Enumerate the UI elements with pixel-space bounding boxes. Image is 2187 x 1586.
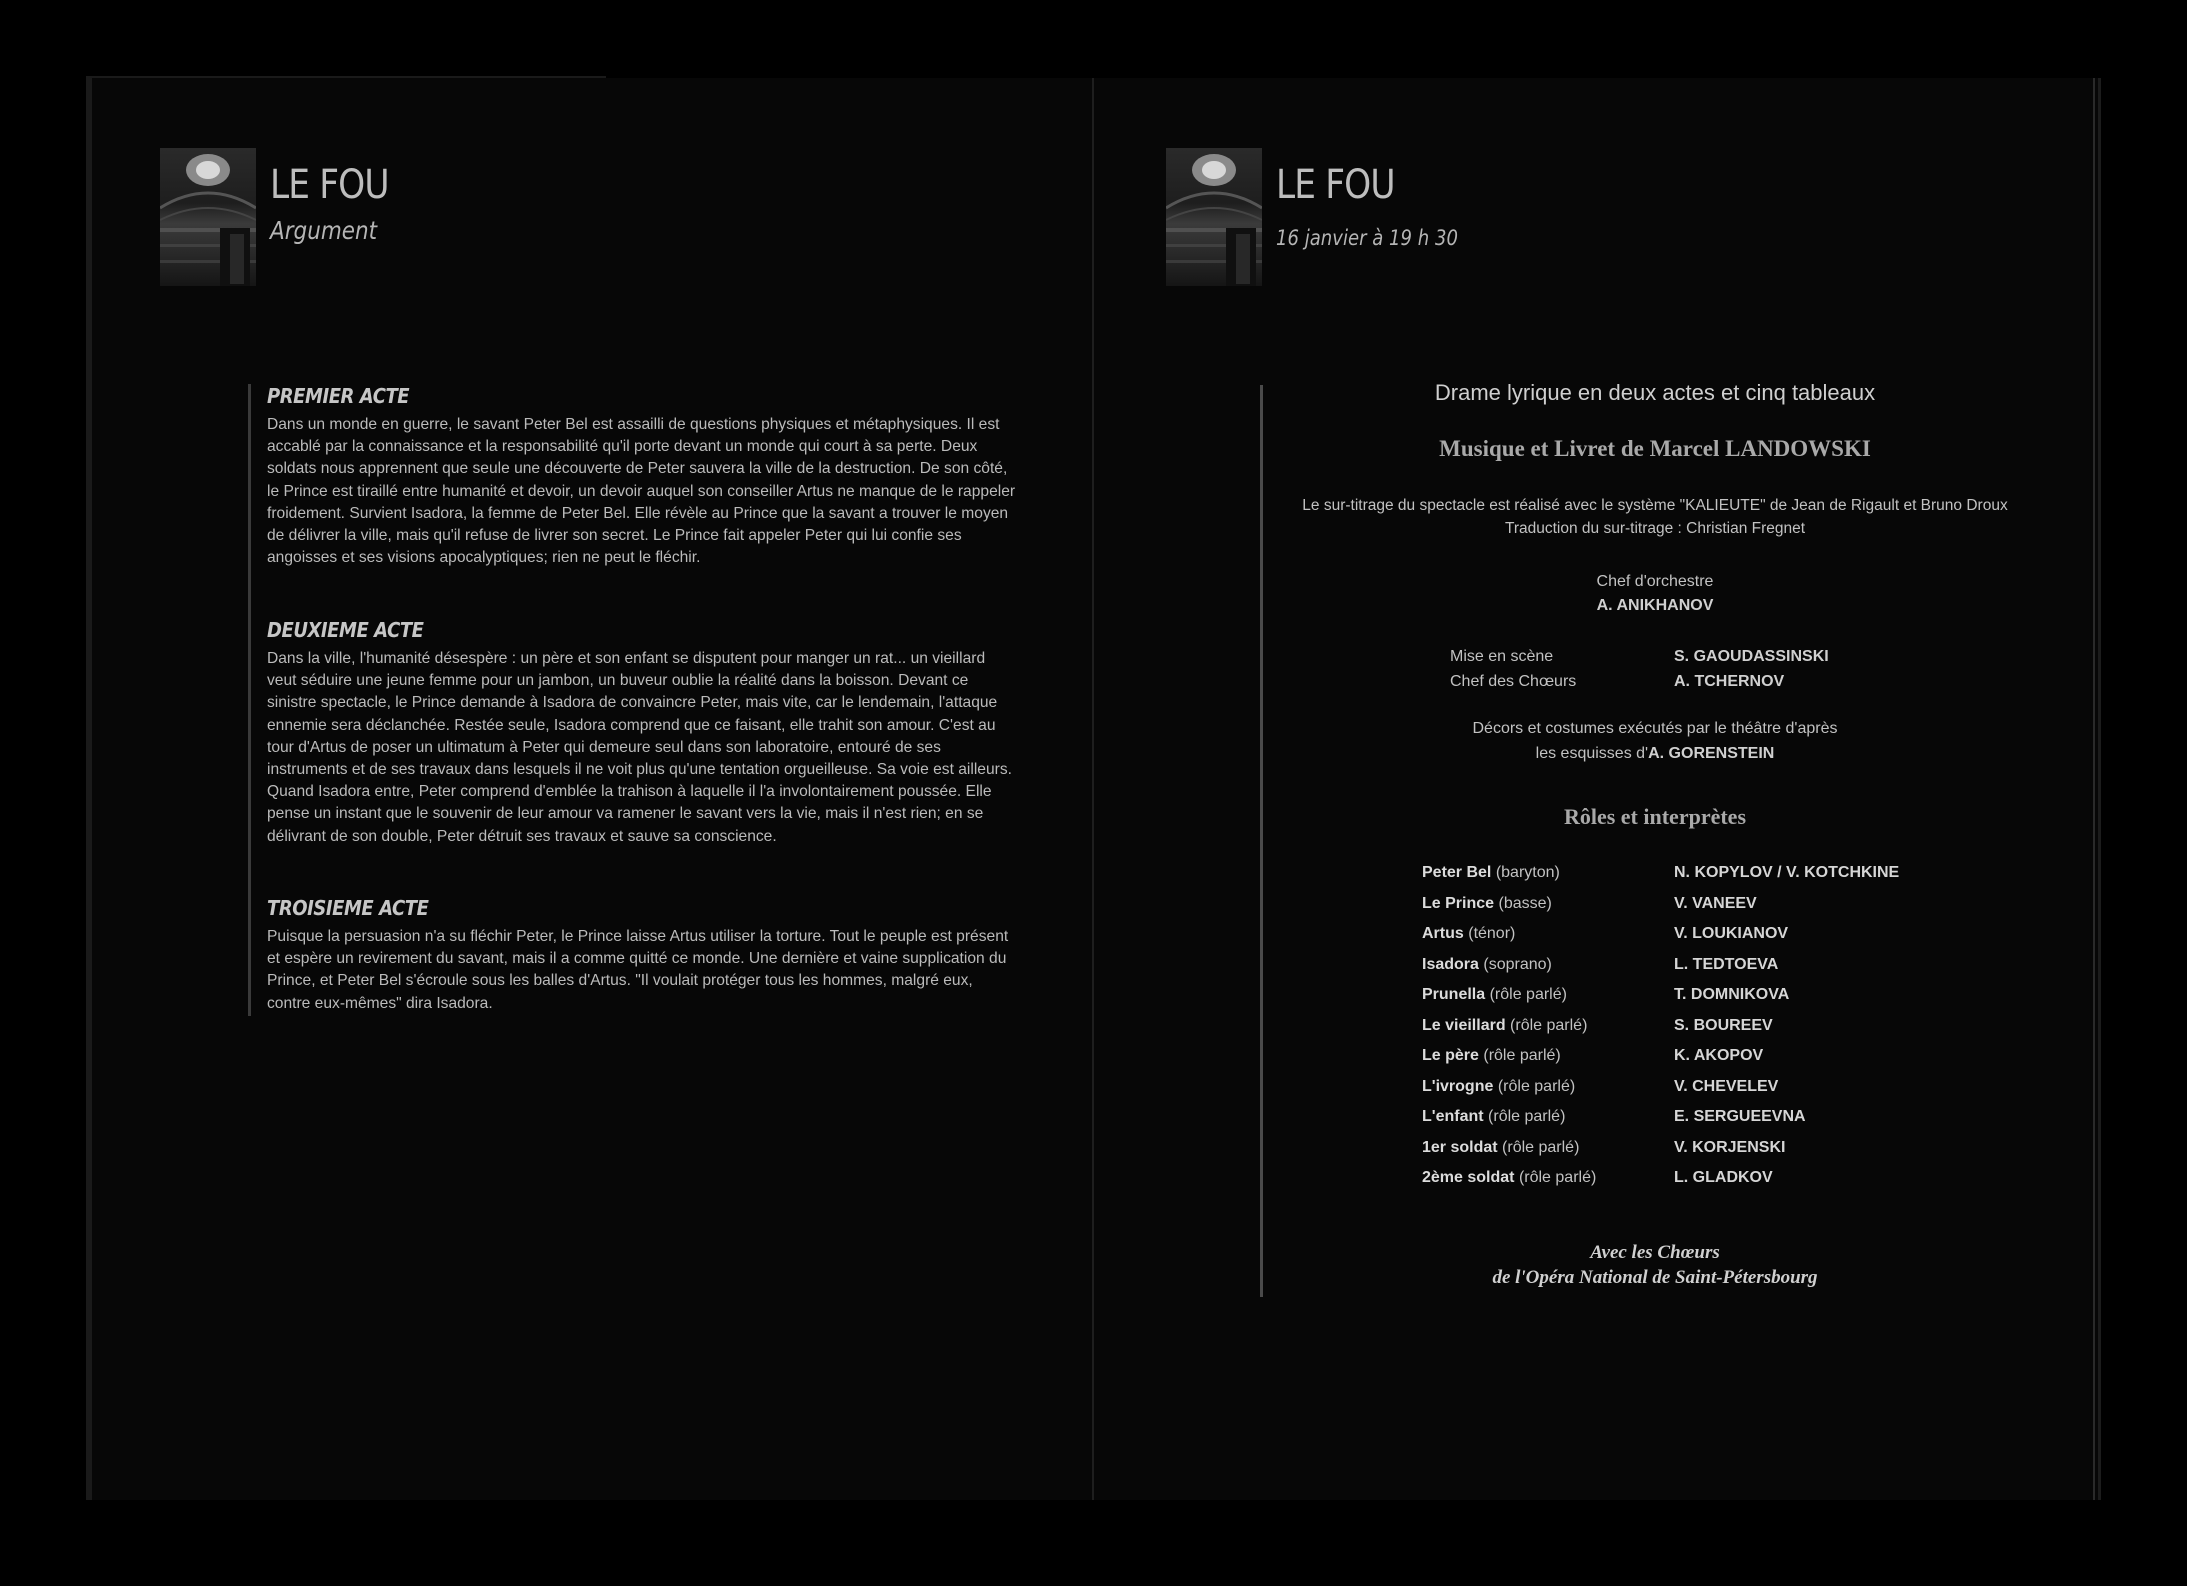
voice-type: (rôle parlé): [1502, 1138, 1580, 1156]
cast-row: [1422, 980, 2042, 1011]
cast-list: [1422, 858, 2042, 1194]
voice-type: (baryton): [1495, 864, 1560, 881]
performer-name: L. TEDTOEVA: [1674, 955, 1779, 973]
page-title: LE FOU: [1276, 162, 1395, 208]
cast-row: [1422, 1041, 2042, 1072]
act-heading: PREMIER ACTE: [267, 384, 410, 408]
cast-row: [1422, 1163, 2042, 1194]
role-name: Le Prince: [1422, 894, 1495, 912]
role-name: 2ème soldat: [1422, 1169, 1515, 1186]
surtitle-translation: Traduction du sur-titrage : Christian Fregnet: [1504, 520, 1806, 537]
opera-house-thumbnail: [160, 148, 256, 286]
role-name: Le père: [1422, 1047, 1479, 1064]
act-heading: TROISIEME ACTE: [267, 896, 429, 920]
act-section: [267, 618, 1017, 848]
voice-type: (rôle parlé): [1483, 1047, 1561, 1064]
chorus-credit: [1260, 1240, 2050, 1290]
act-heading: DEUXIEME ACTE: [267, 618, 424, 642]
center-fold: [1092, 78, 1094, 1500]
act-section: [267, 384, 1017, 569]
voice-type: (rôle parlé): [1489, 986, 1567, 1003]
chorus-line: de l'Opéra National de Saint-Pétersbourg: [1492, 1267, 1818, 1288]
role-name: Artus: [1422, 925, 1464, 942]
performer-name: K. AKOPOV: [1674, 1047, 1764, 1064]
performer-name: L. GLADKOV: [1674, 1169, 1773, 1186]
cast-heading: Rôles et interprètes: [1563, 804, 1747, 829]
genre-line: Drame lyrique en deux actes et cinq tableaux: [1434, 380, 1876, 405]
page-title: LE FOU: [270, 162, 389, 208]
cast-row: [1422, 1133, 2042, 1164]
role-name: L'ivrogne: [1422, 1077, 1494, 1095]
cast-row: [1422, 858, 2042, 889]
decors-name: A. GORENSTEIN: [1648, 745, 1775, 762]
role-name: Le vieillard: [1422, 1016, 1506, 1034]
argument-rule: [248, 384, 251, 1016]
cast-row: [1422, 919, 2042, 950]
voice-type: (rôle parlé): [1510, 1016, 1588, 1034]
decors-prefix: les esquisses d': [1535, 745, 1649, 762]
voice-type: (soprano): [1483, 955, 1552, 973]
role-name: L'enfant: [1422, 1108, 1484, 1125]
decors-credit: [1260, 716, 2050, 766]
staff-label: Mise en scène: [1450, 648, 1554, 665]
performer-name: V. VANEEV: [1674, 894, 1757, 912]
composer-line: Musique et Livret de Marcel LANDOWSKI: [1439, 436, 1871, 461]
cast-row: [1422, 950, 2042, 981]
staff-name: S. GAOUDASSINSKI: [1674, 648, 1829, 665]
role-name: Isadora: [1422, 955, 1479, 973]
role-name: Peter Bel: [1422, 864, 1492, 881]
cast-row: [1422, 1102, 2042, 1133]
staff-name: A. TCHERNOV: [1674, 673, 1785, 690]
opera-house-thumbnail: [1166, 148, 1262, 286]
role-name: Prunella: [1422, 986, 1486, 1003]
performer-name: V. KORJENSKI: [1674, 1138, 1786, 1156]
voice-type: (rôle parlé): [1488, 1108, 1566, 1125]
act-summary: Dans la ville, l'humanité désespère : un père et son enfant se disputent pour manger un rat... un vieillard veut séduire une jeune femme pour un jambon, un buveur oublie la réalité dans la boisson. Devant ce sinistre spectacle, le Prince demande à Isadora de convaincre Peter, mais vite, car le lendemain, l'attaque ennemie sera déclanchée. Restée seule, Isadora comprend que ce faisant, elle trahit son amour. C'est au tour d'Artus de poser un ultimatum à Peter qui demeure seul dans son laboratoire, entouré de ses instruments et de ses travaux dans lesquels il ne voit plus qu'une tentation orgueilleuse. Sa voie est ailleurs. Quand Isadora entre, Peter comprend d'emblée la trahison à laquelle il l'a involontairement poussée. Elle pense un instant que le souvenir de leur amour va ramener le savant vers la vie, mais il n'est rien; en se délivrant de son double, Peter détruit ses travaux et sauve sa conscience.: [267, 650, 1012, 845]
performer-name: T. DOMNIKOVA: [1674, 986, 1790, 1003]
staff-row: [1450, 644, 2050, 669]
surtitle-credit: [1260, 494, 2050, 540]
conductor-label: Chef d'orchestre: [1596, 573, 1714, 590]
voice-type: (rôle parlé): [1497, 1077, 1576, 1095]
page-top-edge: [86, 76, 606, 78]
page-right-edge: [2093, 78, 2095, 1500]
act-section: [267, 896, 1017, 1015]
performer-name: V. LOUKIANOV: [1674, 925, 1789, 942]
performer-name: V. CHEVELEV: [1674, 1077, 1779, 1095]
role-name: 1er soldat: [1422, 1138, 1498, 1156]
voice-type: (basse): [1498, 894, 1552, 912]
chorus-line: Avec les Chœurs: [1590, 1242, 1720, 1263]
surtitle-system: Le sur-titrage du spectacle est réalisé avec le système "KALIEUTE" de Jean de Rigault et Bruno Droux: [1302, 497, 2008, 514]
act-summary: Dans un monde en guerre, le savant Peter Bel est assailli de questions physiques et métaphysiques. Il est accablé par la connaissance et la responsabilité qu'il porte devant un monde qui court à sa perte. Deux soldats nous apprennent que seule une découverte de Peter sauvera la ville de la destruction. De son côté, le Prince est tiraillé entre humanité et devoir, un devoir auquel son conseiller Artus ne manque de le rappeler froidement. Survient Isadora, la femme de Peter Bel. Elle révèle au Prince que la savant a trouver le moyen de délivrer la ville, mais qu'il refuse de livrer son secret. Le Prince fait appeler Peter qui lui confie ses angoisses et ses visions apocalyptiques; rien ne peut le fléchir.: [267, 416, 1016, 567]
performer-name: S. BOUREEV: [1674, 1016, 1773, 1034]
decors-line: Décors et costumes exécutés par le théâtre d'après: [1472, 720, 1838, 737]
staff-list: [1450, 644, 2050, 694]
page-subtitle: Argument: [270, 216, 378, 245]
voice-type: (ténor): [1468, 925, 1516, 942]
conductor-credit: [1260, 570, 2050, 618]
voice-type: (rôle parlé): [1518, 1169, 1597, 1186]
cast-row: [1422, 1072, 2042, 1103]
conductor-name: A. ANIKHANOV: [1596, 597, 1714, 614]
cast-row: [1422, 889, 2042, 920]
performer-name: E. SERGUEEVNA: [1674, 1108, 1806, 1125]
performance-date: 16 janvier à 19 h 30: [1276, 226, 1458, 250]
cast-row: [1422, 1011, 2042, 1042]
performer-name: N. KOPYLOV / V. KOTCHKINE: [1674, 864, 1900, 881]
act-summary: Puisque la persuasion n'a su fléchir Peter, le Prince laisse Artus utiliser la torture. Tout le peuple est présent et espère un revirement du savant, mais il a comme quitté ce monde. Une dernière et vaine supplication du Prince, et Peter Bel s'écroule sous les balles d'Artus. "Il voulait protéger tous les hommes, malgré eux, contre eux-mêmes" dira Isadora.: [267, 928, 1009, 1012]
staff-label: Chef des Chœurs: [1450, 673, 1577, 690]
staff-row: [1450, 669, 2050, 694]
